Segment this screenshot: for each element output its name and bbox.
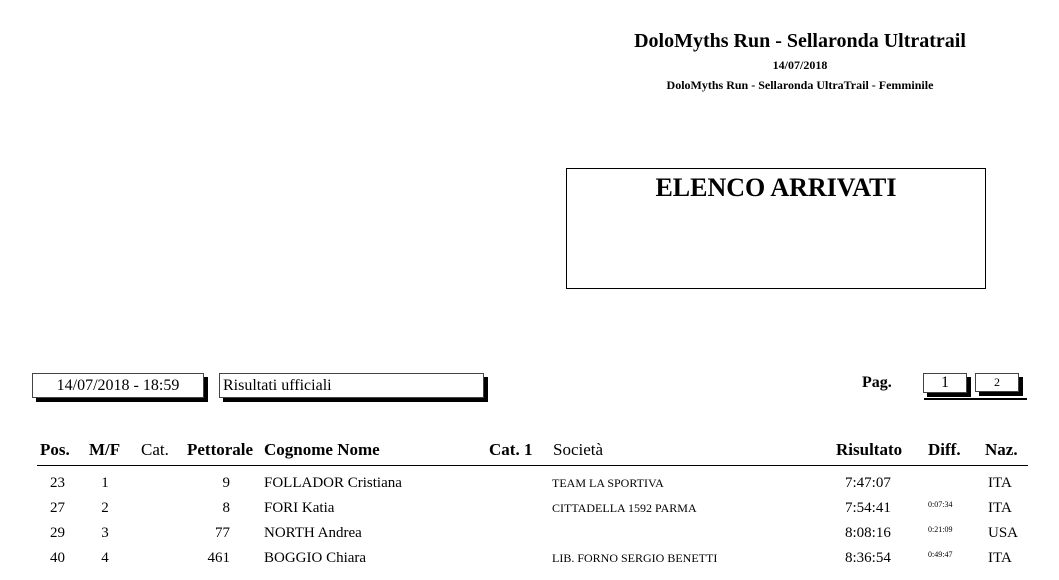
col-header-mf: M/F xyxy=(89,440,121,459)
cell-pos: 29 xyxy=(50,525,65,541)
cell-naz: ITA xyxy=(988,550,1012,566)
cell-bib: 8 xyxy=(222,500,230,516)
cell-naz: ITA xyxy=(988,475,1012,491)
cell-name: BOGGIO Chiara xyxy=(264,550,367,566)
cell-society: TEAM LA SPORTIVA xyxy=(552,476,664,490)
pagination-underline xyxy=(924,398,1027,400)
cell-mf: 3 xyxy=(101,525,109,541)
cell-name: FOLLADOR Cristiana xyxy=(264,475,402,491)
race-date: 14/07/2018 xyxy=(772,58,828,72)
cell-pos: 27 xyxy=(50,500,65,516)
col-header-cat1: Cat. 1 xyxy=(489,440,533,459)
cell-diff: 0:07:34 xyxy=(928,500,953,509)
header-divider xyxy=(37,465,1028,466)
list-title: ELENCO ARRIVATI xyxy=(655,173,897,202)
col-header-pos: Pos. xyxy=(40,440,70,459)
cell-result: 8:08:16 xyxy=(845,525,891,541)
page-1-button[interactable]: 1 xyxy=(923,373,967,393)
col-header-naz: Naz. xyxy=(985,440,1018,459)
cell-naz: USA xyxy=(988,525,1019,541)
col-header-society: Società xyxy=(553,440,604,459)
list-title-box xyxy=(566,168,986,289)
cell-bib: 9 xyxy=(222,475,230,491)
col-header-result: Risultato xyxy=(836,440,903,459)
col-header-diff: Diff. xyxy=(928,440,961,459)
cell-result: 8:36:54 xyxy=(845,550,891,566)
cell-naz: ITA xyxy=(988,500,1012,516)
col-header-name: Cognome Nome xyxy=(264,440,380,459)
cell-diff: 0:21:09 xyxy=(928,525,953,534)
cell-society: CITTADELLA 1592 PARMA xyxy=(552,501,697,515)
race-title: DoloMyths Run - Sellaronda Ultratrail xyxy=(634,30,966,52)
cell-result: 7:47:07 xyxy=(845,475,891,491)
cell-mf: 1 xyxy=(101,475,109,491)
cell-name: FORI Katia xyxy=(264,500,335,516)
cell-pos: 23 xyxy=(50,475,65,491)
cell-mf: 2 xyxy=(101,500,109,516)
cell-society: LIB. FORNO SERGIO BENETTI xyxy=(552,551,718,565)
cell-bib: 77 xyxy=(215,525,230,541)
page-2-button[interactable]: 2 xyxy=(975,373,1019,392)
status-box: Risultati ufficiali xyxy=(219,373,484,398)
cell-result: 7:54:41 xyxy=(845,500,891,516)
cell-diff: 0:49:47 xyxy=(928,550,953,559)
col-header-bib: Pettorale xyxy=(187,440,254,459)
col-header-cat: Cat. xyxy=(141,440,169,459)
cell-pos: 40 xyxy=(50,550,65,566)
page-label: Pag. xyxy=(862,374,892,391)
cell-bib: 461 xyxy=(207,550,230,566)
datetime-box: 14/07/2018 - 18:59 xyxy=(32,373,204,398)
cell-name: NORTH Andrea xyxy=(264,525,362,541)
race-subtitle: DoloMyths Run - Sellaronda UltraTrail - Femminile xyxy=(666,78,934,92)
cell-mf: 4 xyxy=(101,550,109,566)
